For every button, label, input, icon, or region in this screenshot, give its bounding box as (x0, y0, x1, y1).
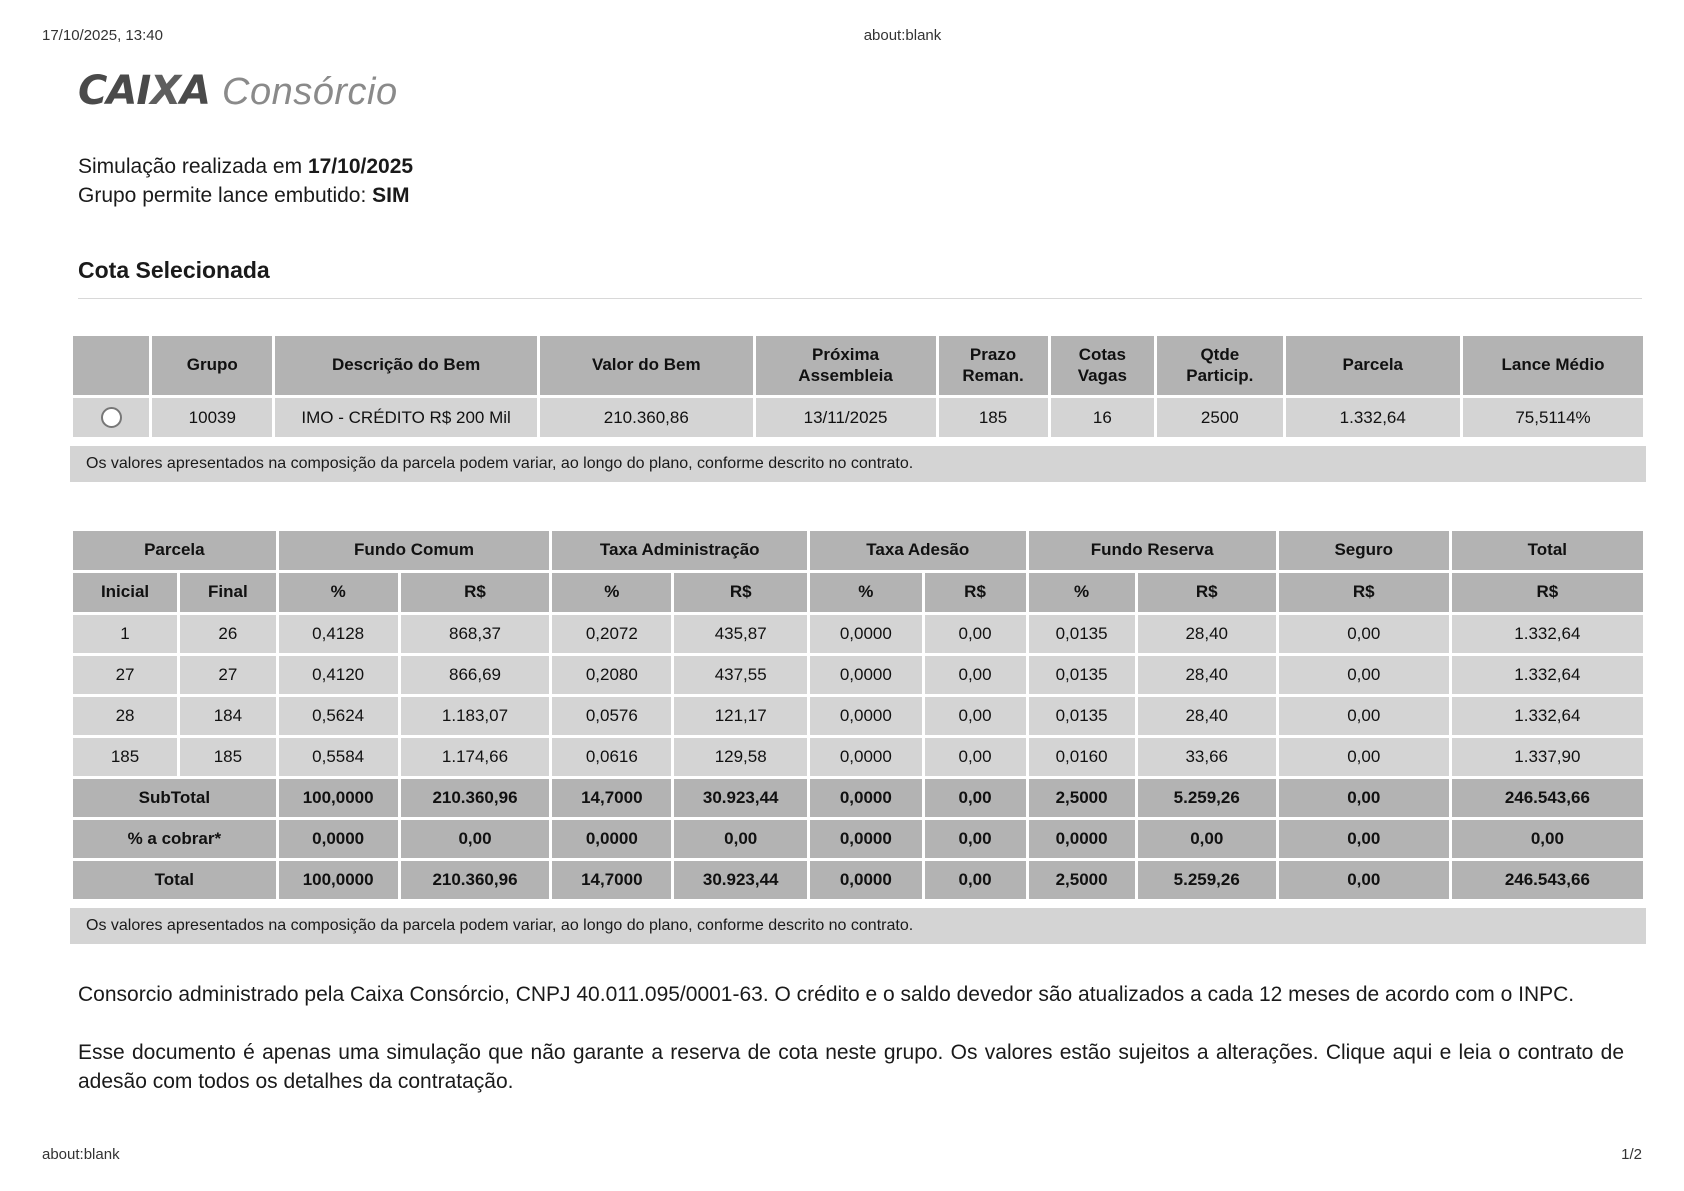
comp-subth-fr-pct: % (1029, 573, 1135, 612)
section-title-cota-selecionada: Cota Selecionada (78, 256, 270, 283)
comp-subth-ta-pct: % (552, 573, 671, 612)
document-page (42, 56, 1642, 1097)
pct-fc-rs: 0,00 (401, 820, 550, 858)
total-fr-rs: 5.259,26 (1138, 861, 1276, 899)
comp-cell-inicial: 27 (73, 656, 177, 694)
pct-fr-rs: 0,00 (1138, 820, 1276, 858)
subtotal-fr-rs: 5.259,26 (1138, 779, 1276, 817)
table-row[interactable] (73, 398, 1643, 437)
comp-cell-inicial: 185 (73, 738, 177, 776)
quota-cell-proxima-assembleia: 13/11/2025 (756, 398, 936, 437)
comp-cell-fc-rs: 866,69 (401, 656, 550, 694)
comp-cell-ta-rs: 121,17 (674, 697, 807, 735)
pct-tad-pct: 0,0000 (810, 820, 922, 858)
quota-cell-lance-medio: 75,5114% (1463, 398, 1643, 437)
comp-cell-total: 1.332,64 (1452, 656, 1643, 694)
comp-cell-fc-pct: 0,5584 (279, 738, 398, 776)
total-row (73, 861, 1643, 899)
subtotal-total: 246.543,66 (1452, 779, 1643, 817)
comp-cell-ta-pct: 0,2072 (552, 615, 671, 653)
comp-cell-final: 184 (180, 697, 276, 735)
comp-cell-ta-rs: 437,55 (674, 656, 807, 694)
quota-table (70, 333, 1646, 440)
quota-th-lance-medio: Lance Médio (1463, 336, 1643, 395)
comp-cell-fc-pct: 0,4120 (279, 656, 398, 694)
quota-th-qtde-particip: Qtde Particip. (1157, 336, 1282, 395)
pct-seguro: 0,00 (1279, 820, 1449, 858)
subtotal-fc-rs: 210.360,96 (401, 779, 550, 817)
comp-cell-fc-pct: 0,4128 (279, 615, 398, 653)
comp-cell-fr-pct: 0,0135 (1029, 656, 1135, 694)
total-fc-pct: 100,0000 (279, 861, 398, 899)
comp-cell-tad-pct: 0,0000 (810, 738, 922, 776)
quota-cell-cotas-vagas: 16 (1051, 398, 1155, 437)
comp-cell-final: 27 (180, 656, 276, 694)
print-url-top: about:blank (863, 27, 942, 44)
lance-embutido-value: SIM (372, 184, 410, 208)
simulation-intro (78, 152, 1642, 211)
subtotal-label: SubTotal (73, 779, 276, 817)
caixa-wordmark: CAIXA (78, 68, 211, 114)
subtotal-seguro: 0,00 (1279, 779, 1449, 817)
comp-cell-final: 26 (180, 615, 276, 653)
comp-subth-seguro-rs: R$ (1279, 573, 1449, 612)
print-header-bar (0, 27, 1684, 44)
comp-th-seguro: Seguro (1279, 531, 1449, 570)
quota-cell-descricao: IMO - CRÉDITO R$ 200 Mil (275, 398, 537, 437)
comp-subth-total-rs: R$ (1452, 573, 1643, 612)
comp-cell-tad-rs: 0,00 (925, 738, 1026, 776)
lance-embutido-label: Grupo permite lance embutido: (78, 184, 373, 208)
total-fc-rs: 210.360,96 (401, 861, 550, 899)
subtotal-row (73, 779, 1643, 817)
comp-cell-inicial: 28 (73, 697, 177, 735)
comp-cell-inicial: 1 (73, 615, 177, 653)
section-divider (78, 298, 1642, 299)
comp-cell-total: 1.337,90 (1452, 738, 1643, 776)
print-url-bottom: about:blank (42, 1146, 120, 1163)
comp-cell-tad-pct: 0,0000 (810, 656, 922, 694)
print-datetime: 17/10/2025, 13:40 (42, 27, 163, 44)
table-row (73, 615, 1643, 653)
comp-cell-ta-pct: 0,0616 (552, 738, 671, 776)
comp-cell-tad-pct: 0,0000 (810, 615, 922, 653)
quota-table-header-row (73, 336, 1643, 395)
pct-ta-pct: 0,0000 (552, 820, 671, 858)
comp-cell-fr-rs: 33,66 (1138, 738, 1276, 776)
quota-th-prazo-reman: Prazo Reman. (939, 336, 1048, 395)
table-row (73, 738, 1643, 776)
comp-cell-ta-rs: 435,87 (674, 615, 807, 653)
comp-subth-ta-rs: R$ (674, 573, 807, 612)
comp-cell-ta-pct: 0,0576 (552, 697, 671, 735)
composition-table-note: Os valores apresentados na composição da parcela podem variar, ao longo do plano, conforme descrito no contrato. (70, 908, 1646, 944)
composition-sub-header-row (73, 573, 1643, 612)
composition-table-body (73, 615, 1643, 899)
pct-ta-rs: 0,00 (674, 820, 807, 858)
pct-fc-pct: 0,0000 (279, 820, 398, 858)
comp-subth-tad-rs: R$ (925, 573, 1026, 612)
quota-th-valor-bem: Valor do Bem (540, 336, 753, 395)
comp-cell-ta-pct: 0,2080 (552, 656, 671, 694)
simulation-date-label: Simulação realizada em (78, 155, 308, 178)
quota-table-note: Os valores apresentados na composição da parcela podem variar, ao longo do plano, conforme descrito no contrato. (70, 446, 1646, 482)
comp-subth-fc-pct: % (279, 573, 398, 612)
subtotal-tad-pct: 0,0000 (810, 779, 922, 817)
comp-cell-final: 185 (180, 738, 276, 776)
comp-cell-fc-rs: 1.174,66 (401, 738, 550, 776)
lance-embutido-line (78, 181, 1642, 210)
print-footer-bar (0, 1146, 1684, 1163)
simulation-date-line (78, 152, 1642, 181)
comp-cell-seguro: 0,00 (1279, 615, 1449, 653)
comp-subth-inicial: Inicial (73, 573, 177, 612)
composition-table-wrapper (70, 528, 1642, 901)
legal-paragraph-administration: Consorcio administrado pela Caixa Consórcio, CNPJ 40.011.095/0001-63. O crédito e o saldo devedor são atualizados a cada 12 meses de acordo com o INPC. (78, 982, 1575, 1006)
comp-cell-fc-pct: 0,5624 (279, 697, 398, 735)
comp-cell-tad-rs: 0,00 (925, 697, 1026, 735)
comp-cell-tad-pct: 0,0000 (810, 697, 922, 735)
comp-th-parcela: Parcela (73, 531, 276, 570)
comp-th-taxa-adesao: Taxa Adesão (810, 531, 1025, 570)
quota-th-parcela: Parcela (1286, 336, 1460, 395)
quota-table-wrapper (70, 333, 1642, 440)
subtotal-tad-rs: 0,00 (925, 779, 1026, 817)
quota-th-descricao: Descrição do Bem (275, 336, 537, 395)
comp-cell-total: 1.332,64 (1452, 697, 1643, 735)
comp-cell-fr-rs: 28,40 (1138, 615, 1276, 653)
comp-cell-tad-rs: 0,00 (925, 615, 1026, 653)
comp-cell-total: 1.332,64 (1452, 615, 1643, 653)
subtotal-ta-rs: 30.923,44 (674, 779, 807, 817)
comp-subth-fr-rs: R$ (1138, 573, 1276, 612)
comp-cell-fr-pct: 0,0160 (1029, 738, 1135, 776)
print-page-number: 1/2 (1621, 1146, 1642, 1163)
quota-th-select (73, 336, 149, 395)
comp-subth-tad-pct: % (810, 573, 922, 612)
total-label: Total (73, 861, 276, 899)
total-tad-pct: 0,0000 (810, 861, 922, 899)
total-tad-rs: 0,00 (925, 861, 1026, 899)
subtotal-fr-pct: 2,5000 (1029, 779, 1135, 817)
legal-paragraph-disclaimer: Esse documento é apenas uma simulação que não garante a reserva de cota neste grupo. Os valores estão sujeitos a alterações. Clique aqui e leia o contrato de adesão com todos os detalhes da contratação. (78, 1040, 1624, 1094)
composition-table (70, 528, 1646, 901)
quota-cell-parcela: 1.332,64 (1286, 398, 1460, 437)
composition-group-header-row (73, 531, 1643, 570)
comp-cell-seguro: 0,00 (1279, 738, 1449, 776)
percent-to-charge-label: % a cobrar* (73, 820, 276, 858)
quota-cell-valor-bem: 210.360,86 (540, 398, 753, 437)
comp-cell-fr-rs: 28,40 (1138, 697, 1276, 735)
pct-tad-rs: 0,00 (925, 820, 1026, 858)
table-row (73, 656, 1643, 694)
caixa-consorcio-logo (78, 68, 1642, 114)
comp-th-fundo-comum: Fundo Comum (279, 531, 550, 570)
quota-cell-grupo: 10039 (152, 398, 272, 437)
radio-button-icon[interactable] (101, 407, 122, 428)
subtotal-ta-pct: 14,7000 (552, 779, 671, 817)
comp-th-fundo-reserva: Fundo Reserva (1029, 531, 1276, 570)
total-total: 246.543,66 (1452, 861, 1643, 899)
consorcio-wordmark: Consórcio (222, 71, 398, 113)
pct-fr-pct: 0,0000 (1029, 820, 1135, 858)
caixa-x-glyph: X (150, 68, 181, 114)
comp-subth-final: Final (180, 573, 276, 612)
quota-th-grupo: Grupo (152, 336, 272, 395)
comp-cell-fr-pct: 0,0135 (1029, 615, 1135, 653)
subtotal-fc-pct: 100,0000 (279, 779, 398, 817)
comp-cell-fc-rs: 1.183,07 (401, 697, 550, 735)
quota-select-cell[interactable] (73, 398, 149, 437)
comp-subth-fc-rs: R$ (401, 573, 550, 612)
comp-cell-fc-rs: 868,37 (401, 615, 550, 653)
quota-th-proxima-assembleia: Próxima Assembleia (756, 336, 936, 395)
percent-to-charge-row (73, 820, 1643, 858)
quota-cell-prazo-reman: 185 (939, 398, 1048, 437)
pct-total: 0,00 (1452, 820, 1643, 858)
total-ta-rs: 30.923,44 (674, 861, 807, 899)
comp-cell-seguro: 0,00 (1279, 697, 1449, 735)
comp-cell-ta-rs: 129,58 (674, 738, 807, 776)
total-fr-pct: 2,5000 (1029, 861, 1135, 899)
comp-th-taxa-administracao: Taxa Administração (552, 531, 807, 570)
quota-cell-qtde-particip: 2500 (1157, 398, 1282, 437)
simulation-date-value: 17/10/2025 (307, 155, 414, 178)
table-row (73, 697, 1643, 735)
quota-th-cotas-vagas: Cotas Vagas (1051, 336, 1155, 395)
comp-cell-tad-rs: 0,00 (925, 656, 1026, 694)
comp-cell-fr-rs: 28,40 (1138, 656, 1276, 694)
comp-cell-fr-pct: 0,0135 (1029, 697, 1135, 735)
comp-cell-seguro: 0,00 (1279, 656, 1449, 694)
total-seguro: 0,00 (1279, 861, 1449, 899)
total-ta-pct: 14,7000 (552, 861, 671, 899)
comp-th-total: Total (1452, 531, 1643, 570)
